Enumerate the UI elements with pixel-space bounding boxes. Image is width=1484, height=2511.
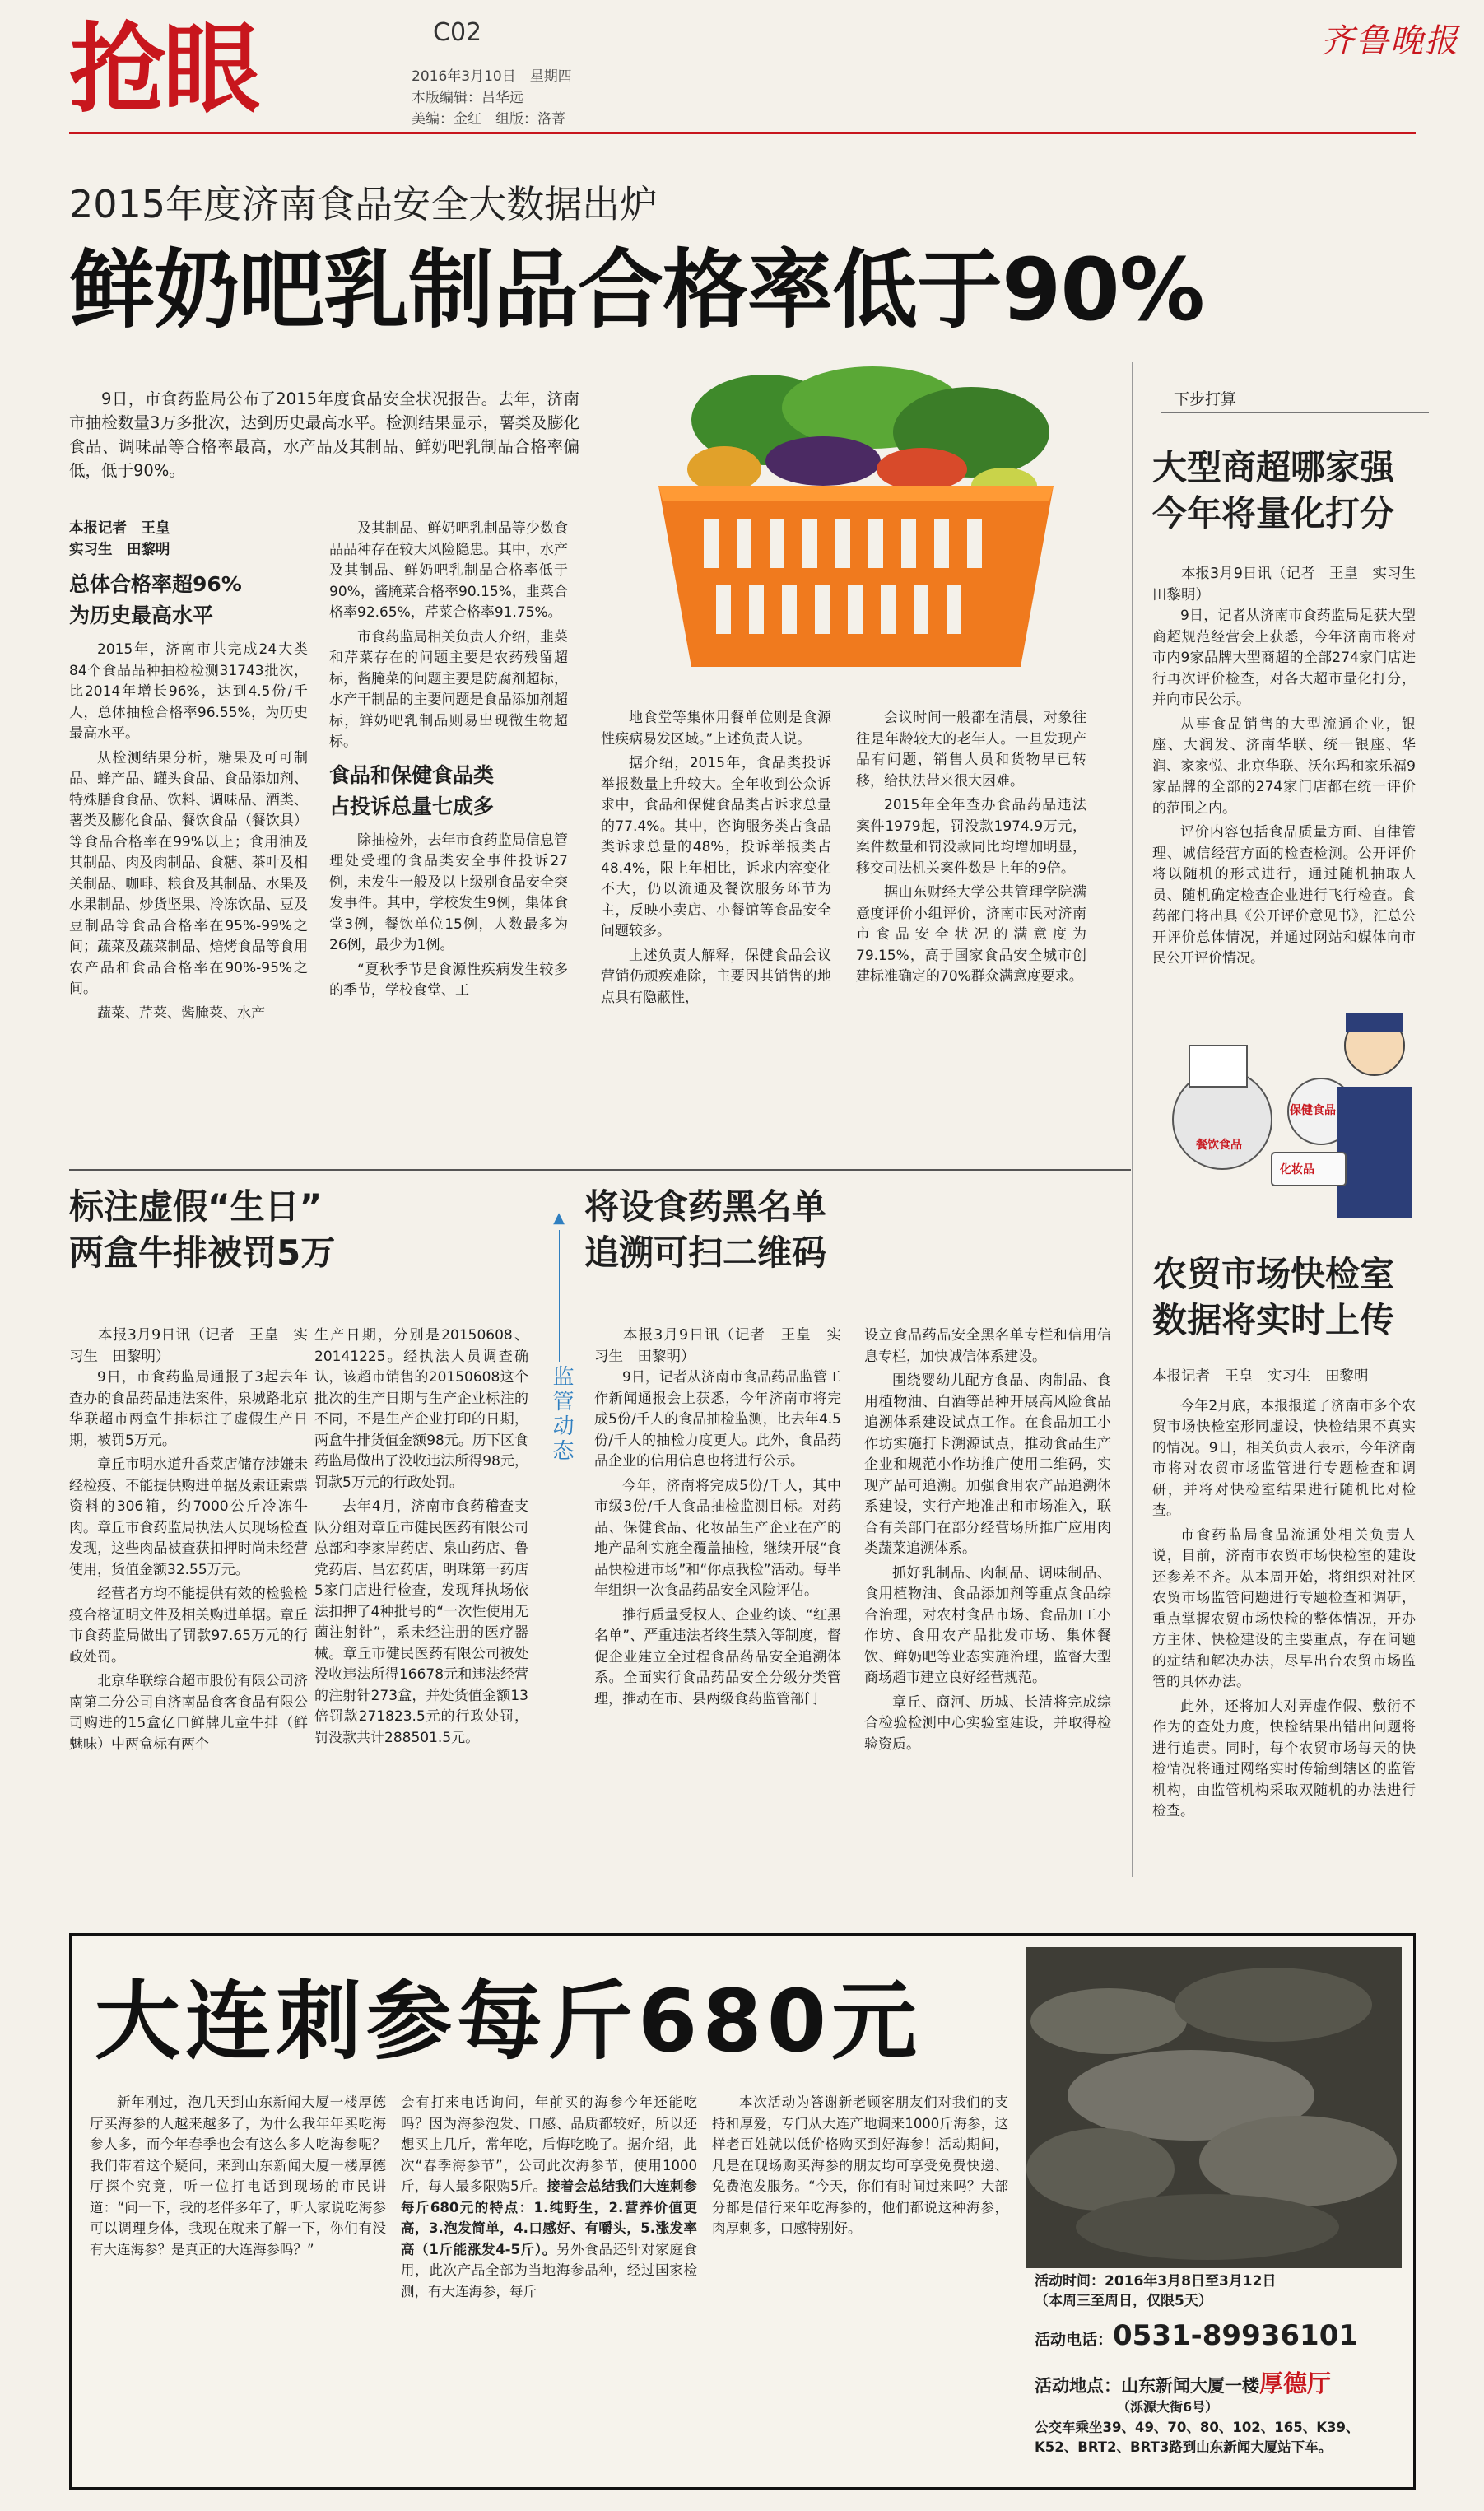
right1-p3: 评价内容包括食品质量方面、自律管理、诚信经营方面的检查检测。公开评价将以随机的形式进行，通过随机抽取人员、随机确定检查企业进行飞行检查。食药部门将出具《公开评价意见书》，汇总公开评价总体情况，并通过网站和媒体向市民公开评价情况。 (1152, 824, 1416, 967)
ad-place-row (1035, 2365, 1397, 2399)
lead-headline: 鲜奶吧乳制品合格率低于90% (69, 240, 1204, 340)
art-b-p4: 设立食品药品安全黑名单专栏和信用信息专栏，加快诚信体系建设。 (864, 1327, 1111, 1365)
art-a-byline: 本报3月9日讯（记者 王皇 实习生 田黎明） (69, 1327, 308, 1365)
art-a-p3: 经营者方均不能提供有效的检验检疫合格证明文件及相关购进单据。章丘市食药监局做出了罚款97.65万元的行政处罚。 (69, 1586, 308, 1665)
issue-date: 2016年3月10日 星期四 (412, 68, 572, 85)
lead-column-2 (329, 519, 568, 1095)
lead-c2-p2: 市食药监局相关负责人介绍，韭菜和芹菜存在的问题主要是农药残留超标，酱腌菜的问题主要是防腐剂超标，水产干制品的主要问题是食品添加剂超标，鲜奶吧乳制品则易出现微生物超标。 (329, 628, 568, 750)
illus-label-catering: 餐饮食品 (1196, 1139, 1242, 1152)
lead-column-4 (856, 708, 1086, 1095)
ad-place-room: 厚德厅 (1259, 2369, 1332, 2397)
art-c-headline: 农贸市场快检室 数据将实时上传 (1152, 1254, 1395, 1340)
right1-headline: 大型商超哪家强 今年将量化打分 (1152, 447, 1395, 533)
art-a-p2: 章丘市明水道升香菜店储存涉嫌未经检疫、不能提供购进单据及索证索票资料的306箱，约7000公斤冷冻牛肉。章丘市食药监局执法人员现场检查发现，这些肉品被查获扣押时尚未经营使用，货值金额32.55万元。 (69, 1456, 308, 1578)
ad-column-2-text: 会有打来电话询问，年前买的海参今年还能吃吗？因为海参泡发、口感、品质都较好，所以还想买上几斤，常年吃，后悔吃晚了。据介绍，此次“春季海参节”，公司此次海参节，使用1000斤，每人最多限购5斤。 (401, 2094, 697, 2194)
art-b-p5: 围绕婴幼儿配方食品、肉制品、食用植物油、白酒等品种开展高风险食品追溯体系建设试点工作。在食品加工小作坊实施打卡溯源试点，推动食品生产企业和规范小作坊推广使用二维码，实现产品可追溯。加强食用农产品追溯体系建设，实行产地准出和市场准入，联合有关部门在部分经营场所推广应用肉类蔬菜追溯体系。 (864, 1372, 1111, 1557)
advertisement (69, 1933, 1416, 2490)
side-tag-supervision (547, 1209, 574, 1507)
art-a-column-2 (314, 1325, 528, 1877)
art-c-p1: 今年2月底，本报报道了济南市多个农贸市场快检室形同虚设，快检结果不真实的情况。9日，相关负责人表示，今年济南市将对农贸市场监管进行专题检查和调研，并将对快检室结果进行随机比对检查。 (1152, 1397, 1416, 1519)
lead-c4-p1: 会议时间一般都在清晨，对象往往是年龄较大的老年人。一旦发现产品有问题，销售人员和货物早已转移，给执法带来很大困难。 (856, 710, 1086, 790)
art-b-p1: 9日，记者从济南市食品药品监管工作新闻通报会上获悉，今年济南市将完成5份/千人的食品抽检监测，比去年4.5份/千人的抽检力度更大。此外，食品药品企业的信用信息也将进行公示。 (594, 1369, 841, 1470)
art-c-p3: 此外，还将加大对弄虚作假、敷衍不作为的查处力度，快检结果出错出问题将进行追责。同时，每个农贸市场每天的快检情况将通过网络实时传输到辖区的监管机构，由监管机构采取双随机的办法进行检查。 (1152, 1698, 1416, 1819)
ad-phone-row (1035, 2319, 1397, 2352)
masthead-rule (69, 132, 1416, 134)
vegetable-basket-illustration (626, 362, 1086, 675)
art-c-body (1152, 1367, 1416, 1877)
art-a-column-1 (69, 1325, 308, 1877)
right1-p1: 9日，记者从济南市食药监局足获大型商超规范经营会上获悉，今年济南市将对市内9家品牌大型商超的全部274家门店进行再次评价检查，对各大超市量化打分，并向市民公示。 (1152, 608, 1416, 708)
ad-bus-info: 公交车乘坐39、49、70、80、102、165、K39、K52、BRT2、BRT3路到山东新闻大厦站下车。 (1035, 2420, 1360, 2455)
right1-byline: 本报3月9日讯（记者 王皇 实习生 田黎明） (1152, 566, 1431, 603)
art-a-p1: 9日，市食药监局通报了3起去年查办的食品药品违法案件，泉城路北京华联超市两盒牛排标注了虚假生产日期，被罚5万元。 (69, 1369, 308, 1449)
art-b-p2: 今年，济南将完成5份/千人，其中市级3份/千人食品抽检监测目标。对药品、保健食品、化妆品生产企业在产的地产品种实施全覆盖抽检，继续开展“食品快检进市场”和“你点我检”活动。每半年组织一次食品药品安全风险评估。 (594, 1477, 841, 1599)
art-b-column-2 (864, 1325, 1111, 1877)
page-design: 美编：金红 组版：洛菁 (412, 111, 565, 128)
art-a-p6: 去年4月，济南市食药稽查支队分组对章丘市健民医药有限公司总部和李家岸药店、泉山药店、鲁党药店、昌宏药店，明珠第一药店5家门店进行检查，发现拜执场依法扣押了4种批号的“一次性使用无菌注射针”，系未经注册的医疗器械。章丘市健民医药有限公司被处没收违法所得16678元和违法经营的注射针273盒，并处货值金额13倍罚款271823.5元的行政处罚，罚没款共计288501.5元。 (314, 1498, 528, 1746)
art-b-p7: 章丘、商河、历城、长清将完成综合检验检测中心实验室建设，并取得检验资质。 (864, 1693, 1111, 1753)
art-a-p4: 北京华联综合超市股份有限公司济南第二分公司自济南品食客食品有限公司购进的15盒亿口鲜牌儿童牛排（鲜魅味）中两盒标有两个 (69, 1673, 308, 1753)
section-logo (69, 12, 398, 127)
ad-headline: 大连刺参每斤680元 (95, 1971, 923, 2071)
right-divider (1132, 362, 1133, 1877)
lead-intro (69, 387, 579, 486)
lead-c3-p2: 据介绍，2015年，食品类投诉举报数量上升较大。全年收到公众诉求中，食品和保健食品类占诉求总量的77.4%。其中，咨询服务类占食品类诉求总量的48%，投诉举报类占48.4%，限上年相比，诉求内容变化不大，仍以流通及餐饮服务环节为主，反映小卖店、小餐馆等食品安全问题较多。 (601, 755, 831, 939)
lead-c2-p3: 除抽检外，去年市食药监局信息管理处受理的食品类安全事件投诉27例，未发生一般及以上级别食品安全突发事件。其中，学校发生9例，集体食堂3例，餐饮单位15例，人数最多为26例，最少为1例。 (329, 832, 568, 953)
ad-column-2-tail: 另外食品还针对家庭食用，此次产品全部为当地海参品种，经过国家检测，有大连海参，每斤 (401, 2241, 698, 2299)
side-tag-line (559, 1230, 560, 1362)
right1-p2: 从事食品销售的大型流通企业，银座、大润发、济南华联、统一银座、华润、家家悦、北京华联、沃尔玛和家乐福9家品牌的全部的274家门店都在统一评价的范围之内。 (1152, 715, 1416, 817)
ad-column-1: 新年刚过，泡几天到山东新闻大厦一楼厚德厅买海参的人越来越多了，为什么我年年买吃海参人多，而今年春季也会有这么多人吃海参呢？我们带着这个疑问，来到山东新闻大厦一楼厚德厅探个究竟，听一位打电话到现场的市民讲道：“问一下，我的老伴多年了，听人家说吃海参可以调理身体，我现在就来了解一下，你们有没有大连海参？是真正的大连海参吗？” (90, 2094, 386, 2257)
section-title: 抢眼 (69, 12, 258, 126)
right-tag: 下步打算 (1161, 387, 1429, 413)
lead-c3-p3: 上述负责人解释，保健食品会议营销仍顽疾难除，主要因其销售的地点具有隐蔽性， (601, 947, 831, 1006)
masthead-meta (412, 66, 572, 130)
lead-c2-p4: “夏秋季节是食源性疾病发生较多的季节，学校食堂、工 (329, 961, 568, 999)
ad-phone-number: 0531-89936101 (1113, 2319, 1359, 2352)
illus-label-health-food: 保健食品 (1290, 1104, 1336, 1117)
lead-c4-p2: 2015年全年查办食品药品违法案件1979起，罚没款1974.9万元，案件数量和罚没款同比均增加明显，移交司法机关案件数是上年的9倍。 (856, 797, 1086, 877)
ad-column-2 (401, 2092, 697, 2479)
art-b-p3: 推行质量受权人、企业约谈、“红黑名单”、严重违法者终生禁入等制度，督促企业建立全过程食品药品安全追溯体系。全面实行食品药品安全分级分类管理，推动在市、县两级食药监管部门 (594, 1606, 841, 1707)
illus-label-cosmetics: 化妆品 (1280, 1163, 1314, 1176)
art-b-column-1 (594, 1325, 841, 1877)
paper-logo: 齐鲁晚报 (1321, 22, 1459, 60)
lead-column-1 (69, 519, 308, 1095)
ad-phone-label: 活动电话： (1035, 2331, 1114, 2349)
lead-intro-text: 9日，市食药监局公布了2015年度食品安全状况报告。去年，济南市抽检数量3万多批次，达到历史最高水平。检测结果显示，薯类及膨化食品、调味品等合格率最高，水产品及其制品、鲜奶吧乳制品合格率偏低，低于90%。 (69, 389, 579, 480)
art-c-byline: 本报记者 王皇 实习生 田黎明 (1152, 1368, 1369, 1385)
sea-cucumber-photo (1026, 1947, 1402, 2268)
ad-address: （泺源大街6号） (1117, 2399, 1219, 2415)
art-b-headline: 将设食药黑名单 追溯可扫二维码 (584, 1186, 827, 1273)
side-tag-text: 监管动态 (549, 1365, 574, 1464)
lead-column-3 (601, 708, 831, 1095)
lead-kicker: 2015年度济南食品安全大数据出炉 (69, 182, 658, 226)
art-a-headline: 标注虚假“生日” 两盒牛排被罚5万 (69, 1186, 336, 1273)
right1-body (1152, 564, 1431, 992)
page-editor: 本版编辑：吕华远 (412, 90, 523, 106)
art-b-byline: 本报3月9日讯（记者 王皇 实习生 田黎明） (594, 1327, 841, 1365)
art-c-p2: 市食药监局食品流通处相关负责人说，目前，济南市农贸市场快检室的建设还参差不齐。从本周开始，将组织对社区农贸市场监管问题进行专题检查和调研，重点掌握农贸市场快检的整体情况，开办方主体、快检建设的主要重点，存在问题的症结和解决办法，尽早出台农贸市场监管的具体办法。 (1152, 1526, 1416, 1690)
ad-activity-time: 活动时间：2016年3月8日至3月12日 （本周三至周日，仅限5天） (1035, 2273, 1277, 2309)
lead-c3-p1: 地食堂等集体用餐单位则是食源性疾病易发区域。”上述负责人说。 (601, 710, 831, 748)
lead-c2-p1: 及其制品、鲜奶吧乳制品等少数食品品种存在较大风险隐患。其中，水产及其制品、鲜奶吧乳制品合格率低于90%，酱腌菜合格率90.15%，韭菜合格率92.65%，芹菜合格率91.75%。 (329, 520, 568, 621)
side-tag-arrow: ▲ (553, 1209, 565, 1227)
lead-c1-p1: 2015年，济南市共完成24大类84个食品品种抽检检测31743批次，比2014年增长96%，达到4.5份/千人，总体抽检合格率96.55%，为历史最高水平。 (69, 641, 308, 742)
inspector-cartoon (1156, 996, 1420, 1218)
ad-column-2-bold: 接着会总结我们大连刺参每斤680元的特点：1.纯野生，2.营养价值更高，3.泡发简单，4.口感好、有嚼头，5.涨发率高（1斤能涨发4-5斤）。 (401, 2178, 698, 2257)
art-b-p6: 抓好乳制品、肉制品、调味制品、食用植物油、食品添加剂等重点食品综合治理，对农村食品市场、食品加工小作坊、食用农产品批发市场、集体餐饮、鲜奶吧等业态实施治理，监督大型商场超市建立良好经营规范。 (864, 1564, 1111, 1686)
lead-c1-p2: 从检测结果分析，糖果及可可制品、蜂产品、罐头食品、食品添加剂、特殊膳食食品、饮料、调味品、酒类、薯类及膨化食品、餐饮食品（餐饮具）等食品合格率在99%以上；食用油及其制品、肉及肉制品、食糖、茶叶及相关制品、咖啡、粮食及其制品、水果及水果制品、炒货坚果、冷冻饮品、豆及豆制品等食品合格率在95%-99%之间；蔬菜及蔬菜制品、焙烤食品等食用农产品和食品合格率在90%-95%之间。 (69, 749, 308, 997)
page-number: C02 (433, 18, 482, 47)
lead-c1-p3: 蔬菜、芹菜、酱腌菜、水产 (97, 1004, 265, 1022)
lead-c4-p3: 据山东财经大学公共管理学院满意度评价小组评价，济南市民对济南市食品安全状况的满意度为79.15%，高于国家食品安全城市创建标准确定的70%群众满意度要求。 (856, 884, 1086, 985)
lead-subhead-2: 食品和保健食品类 占投诉总量七成多 (329, 762, 495, 818)
ad-column-3: 本次活动为答谢新老顾客朋友们对我们的支持和厚爱，专门从大连产地调来1000斤海参，这样老百姓就以低价格购买到好海参！活动期间，凡是在现场购买海参的朋友均可享受免费快递、免费泡发服务。“今天，你们有时间过来吗？大部分都是借行来年吃海参的，他们都说这种海参，肉厚刺多，口感特别好。 (712, 2094, 1008, 2236)
lead-byline: 本报记者 王皇 实习生 田黎明 (69, 520, 170, 558)
lead-subhead-1: 总体合格率超96% 为历史最高水平 (69, 572, 242, 627)
art-a-p5: 生产日期，分别是20150608、20141225。经执法人员调查确认，该超市销售的20150608这个批次的生产日期与生产企业标注的不同，不是生产企业打印的日期，两盒牛排货值金额98元。历下区食药监局做出了没收违法所得98元，罚款5万元的行政处罚。 (314, 1327, 528, 1491)
ad-place-label: 活动地点：山东新闻大厦一楼 (1035, 2376, 1259, 2396)
band-top-rule (69, 1169, 1131, 1171)
